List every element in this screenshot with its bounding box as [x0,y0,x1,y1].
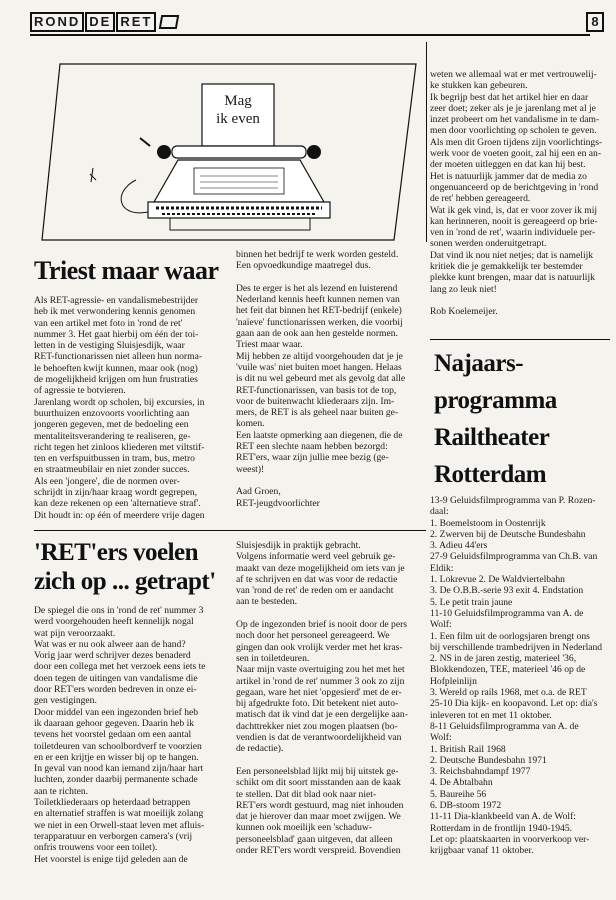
article-divider [34,530,426,531]
typewriter-icon [38,42,418,242]
column-divider [426,42,427,242]
article3-divider [430,339,610,340]
typewriter-illustration [38,42,418,242]
masthead-word-rond: ROND [30,12,84,32]
article-title-triest: Triest maar waar [34,256,219,285]
article2-column-3: weten we allemaal wat er met vertrouwelij- ke stukken kan gebeuren. Ik begrijp best dat het artikel hier en daar zeer doet; zeker als je je jarenlang met al je inzet probeert om het vandalisme in te dam- men door voorlichting op scholen te geven. Als men dit Groen tijdens zijn voorlichtings- werk voor de voeten gooit, zal hij een en an- der moeten uitleggen en dat kan hij best. Het is natuurlijk jammer dat de media zo ongenuanceerd op de berichtgeving in 'rond de ret' hebben gereageerd. Wat ik gek vind, is, dat er voor zover ik mij kan herinneren, nooit is gereageerd op brie- ven in 'rond de ret', waarin individuele per- sonen werden onderuitgetrapt. Dat vind ik nou niet netjes; dat is namelijk kritiek die je gemakkelijk ter bestemder plekke kunt brengen, maar dat is natuurlijk lang zo leuk niet! Rob Koelemeijer. [430,69,603,318]
masthead [30,10,178,34]
page-number: 8 [586,12,604,32]
article-title-retters: 'RET'ers voelen zich op ... getrapt' [34,539,216,595]
article1-column-2: binnen het bedrijf te werk worden gesteld. Een opvoedkundige maatregel dus. Des te erger is het als lezend en luisterend Nederland kennis heeft kunnen nemen van het feit dat binnen het RET-bedrijf (enkele) 'naïeve' functionarissen werken, die voorbij gaan aan de ook aan hen gestelde normen. Triest maar waar. Mij hebben ze altijd voorgehouden dat je je 'vuile was' niet buiten moet hangen. Helaas is dit nu wel gebeurd met als gevolg dat alle RET-functionarissen, van basis tot de top, voor de buitenwacht kliederaars zijn. Im- mers, de RET is als geheel naar buiten ge- komen. Een laatste opmerking aan diegenen, die de RET een slechte naam hebben bezorgd: RET'ers, waar zijn jullie mee bezig (ge- weest)! Aad Groen, RET-jeugdvoorlichter [236,249,406,509]
masthead-word-ret: RET [116,12,156,32]
masthead-logo-tab [159,15,179,29]
masthead-rule [30,34,590,36]
article3-body: 13-9 Geluidsfilmprogramma van P. Rozen- daal: 1. Boemelstoom in Oostenrijk 2. Zwerven bij de Deutsche Bundesbahn 3. Adieu 44'ers 27-9 Geluidsfilmprogramma van Ch.B. van Eldik: 1. Lokrevue 2. De Waldviertelbahn 3. De O.B.B.-serie 93 exit 4. Endstation 5. Le petit train jaune 11-10 Geluidsfilmprogramma van A. de Wolf: 1. Een film uit de oorlogsjaren brengt ons bij verschillende trambedrijven in Nederland 2. NS in de jaren zestig, materieel '36, Blokkendozen, TEE, materieel '46 op de Hofpleinlijn 3. Wereld op rails 1968, met o.a. de RET 25-10 Dia kijk- en koopavond. Let op: dia's inleveren tot en met 11 oktober. 8-11 Geluidsfilmprogramma van A. de Wolf: 1. British Rail 1968 2. Deutsche Bundesbahn 1971 3. Reichsbahndampf 1977 4. De Abtalbahn 5. Baureihe 56 6. DB-stoom 1972 11-11 Dia-klankbeeld van A. de Wolf: Rotterdam in de frontlijn 1940-1945. Let op: plaatskaarten in voorverkoop ver- krijgbaar vanaf 11 oktober. [430,495,603,857]
masthead-word-de: DE [85,12,115,32]
article-title-najaarsprogramma: Najaars- programma Railtheater Rotterdam [434,350,557,488]
sign-text: Mag ik even [216,93,260,127]
article1-column-1: Als RET-agressie- en vandalismebestrijder heb ik met verwondering kennis genomen van een artikel met foto in 'rond de ret' nummer 3. Het gaat hierbij om één der toi- letten in de vestiging Sluisjesdijk, waar RET-functionarissen niet alleen hun norma- le behoeften kwijt kunnen, maar ook (nog) de mogelijkheid krijgen om hun frustraties of agressie te botvieren. Jarenlang wordt op scholen, bij excursies, in buurthuizen enzovoorts voorlichting aan jongeren gegeven, met de bedoeling een mentaliteitsverandering te realiseren, ge- richt tegen het zinloos kliederen met viltstif- ten en verfspuitbussen in tram, bus, metro en straatmeubilair en niet zonder succes. Als een 'jongere', die de normen over- schrijdt in zijn/haar kraag wordt gegrepen, kan deze rekenen op een 'alternatieve straf'. Dit houdt in: op één of meerdere vrije dagen [34,295,205,521]
article2-column-1: De spiegel die ons in 'rond de ret' nummer 3 werd voorgehouden heeft kennelijk nogal wat pijn veroorzaakt. Wat was er nu ook alweer aan de hand? Vorig jaar werd schrijver dezes benaderd door een collega met het verzoek eens iets te doen tegen de uitingen van vandalisme die door RET'ers worden bedreven in onze ei- gen vestigingen. Door middel van een ingezonden brief heb ik daaraan gehoor gegeven. Daarin heb ik tevens het voorstel gedaan om een aantal toiletdeuren van schoolbordverf te voorzien en er een krijtje en wisser bij op te hangen. In geval van nood kan iemand zijn/haar hart luchten, zonder daarbij permanente schade aan te richten. Toiletkliederaars op heterdaad betrappen en alternatief straffen is wat moeilijk zolang we niet in een Orwell-staat leven met afluis- terapparatuur en verborgen camera's (vrij onfris trouwens voor een toilet). Het voorstel is enige tijd geleden aan de [34,605,206,865]
article2-column-2: Sluisjesdijk in praktijk gebracht. Volgens informatie werd veel gebruik ge- maakt van deze mogelijkheid om iets van je af te schrijven en dat was voor de redactie van 'rond de ret' de reden om er aandacht aan te besteden. Op de ingezonden brief is nooit door de pers noch door het personeel gereageerd. We gingen dan ook vrolijk verder met het kras- sen in toiletdeuren. Naar mijn vaste overtuiging zou het met het artikel in 'rond de ret' nummer 3 ook zo zijn gegaan, ware het niet 'opgesierd' met de er- bij afgedrukte foto. Dit betekent niet auto- matisch dat ik vind dat je een dergelijke aan- dachttrekker niet zou mogen plaatsen (bo- vendien is dat de verantwoordelijkheid van de redactie). Een personeelsblad lijkt mij bij uitstek ge- schikt om dit soort misstanden aan de kaak te stellen. Dat dit blad ook naar niet- RET'ers wordt gestuurd, mag niet inhouden dat je hierover dan maar moet zwijgen. We kunnen ook moeilijk een 'schaduw- personeelsblad' gaan uitgeven, dat alleen onder RET'ers wordt verspreid. Bovendien [236,540,408,857]
